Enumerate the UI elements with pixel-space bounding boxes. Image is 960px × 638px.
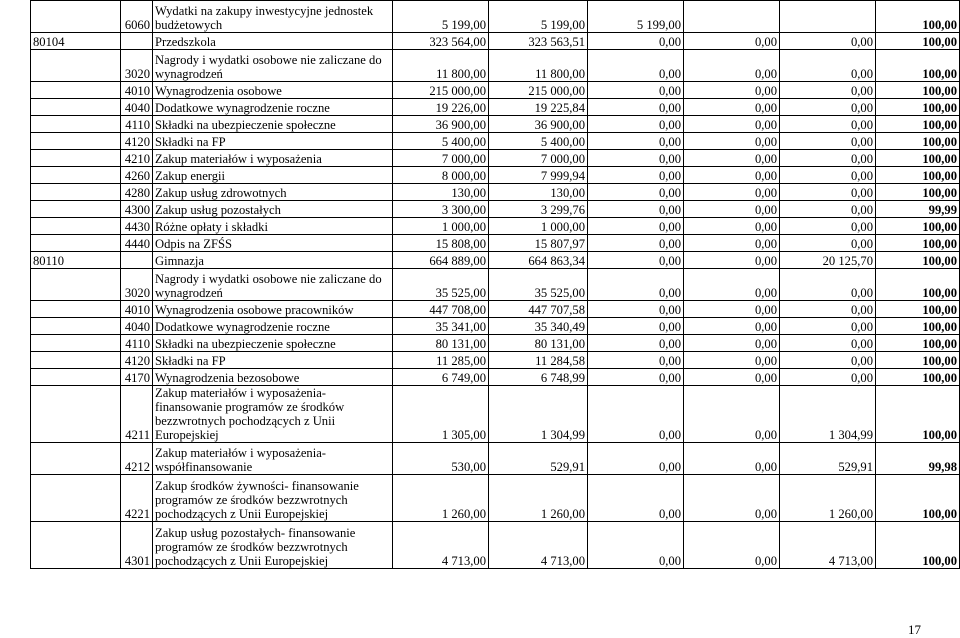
table-row: [31, 235, 960, 252]
other-value-cell: 0,00: [684, 133, 780, 150]
paragraph-code-cell: [121, 33, 153, 50]
investment-value-cell: 0,00: [588, 252, 684, 269]
chapter-code-cell: [31, 82, 121, 99]
investment-value-cell: 0,00: [588, 184, 684, 201]
eu-funds-value-cell: 0,00: [780, 352, 876, 369]
table-row: [31, 386, 960, 443]
other-value-cell: 0,00: [684, 369, 780, 386]
plan-value-cell: 3 300,00: [393, 201, 489, 218]
execution-value-cell: 80 131,00: [489, 335, 588, 352]
percent-execution-cell: 100,00: [876, 82, 960, 99]
percent-execution-cell: 100,00: [876, 133, 960, 150]
chapter-code-cell: [31, 1, 121, 33]
table-row: [31, 167, 960, 184]
investment-value-cell: 0,00: [588, 318, 684, 335]
other-value-cell: 0,00: [684, 235, 780, 252]
plan-value-cell: 447 708,00: [393, 301, 489, 318]
other-value-cell: 0,00: [684, 252, 780, 269]
table-row: [31, 116, 960, 133]
percent-execution-cell: 100,00: [876, 167, 960, 184]
execution-value-cell: 5 400,00: [489, 133, 588, 150]
execution-value-cell: 130,00: [489, 184, 588, 201]
table-row: [31, 1, 960, 33]
other-value-cell: 0,00: [684, 352, 780, 369]
percent-execution-cell: 100,00: [876, 235, 960, 252]
paragraph-code-cell: 4221: [121, 475, 153, 522]
description-cell: Zakup usług pozostałych: [153, 201, 393, 218]
chapter-code-cell: 80104: [31, 33, 121, 50]
table-row: [31, 522, 960, 569]
chapter-code-cell: [31, 318, 121, 335]
percent-execution-cell: 100,00: [876, 116, 960, 133]
plan-value-cell: 4 713,00: [393, 522, 489, 569]
table-row: [31, 133, 960, 150]
paragraph-code-cell: 4212: [121, 443, 153, 475]
other-value-cell: 0,00: [684, 99, 780, 116]
investment-value-cell: 0,00: [588, 82, 684, 99]
percent-execution-cell: 100,00: [876, 50, 960, 82]
paragraph-code-cell: 4210: [121, 150, 153, 167]
plan-value-cell: 5 400,00: [393, 133, 489, 150]
investment-value-cell: 0,00: [588, 235, 684, 252]
eu-funds-value-cell: 0,00: [780, 269, 876, 301]
chapter-code-cell: [31, 335, 121, 352]
chapter-code-cell: [31, 269, 121, 301]
plan-value-cell: 8 000,00: [393, 167, 489, 184]
paragraph-code-cell: 4110: [121, 335, 153, 352]
table-row: [31, 82, 960, 99]
percent-execution-cell: 100,00: [876, 352, 960, 369]
percent-execution-cell: 100,00: [876, 369, 960, 386]
table-row: [31, 369, 960, 386]
eu-funds-value-cell: 0,00: [780, 116, 876, 133]
plan-value-cell: 130,00: [393, 184, 489, 201]
other-value-cell: 0,00: [684, 301, 780, 318]
paragraph-code-cell: 4110: [121, 116, 153, 133]
chapter-code-cell: [31, 369, 121, 386]
other-value-cell: 0,00: [684, 443, 780, 475]
eu-funds-value-cell: 0,00: [780, 167, 876, 184]
eu-funds-value-cell: 0,00: [780, 33, 876, 50]
paragraph-code-cell: 4280: [121, 184, 153, 201]
description-cell: Zakup materiałów i wyposażenia: [153, 150, 393, 167]
other-value-cell: 0,00: [684, 475, 780, 522]
plan-value-cell: 80 131,00: [393, 335, 489, 352]
percent-execution-cell: 100,00: [876, 150, 960, 167]
investment-value-cell: 0,00: [588, 443, 684, 475]
chapter-code-cell: [31, 301, 121, 318]
table-row: [31, 352, 960, 369]
description-cell: Nagrody i wydatki osobowe nie zaliczane do wynagrodzeń: [153, 50, 393, 82]
execution-value-cell: 6 748,99: [489, 369, 588, 386]
description-cell: Odpis na ZFŚS: [153, 235, 393, 252]
table-row: [31, 443, 960, 475]
description-cell: Składki na FP: [153, 352, 393, 369]
other-value-cell: 0,00: [684, 50, 780, 82]
chapter-code-cell: [31, 150, 121, 167]
execution-value-cell: 1 260,00: [489, 475, 588, 522]
chapter-code-cell: [31, 116, 121, 133]
execution-value-cell: 529,91: [489, 443, 588, 475]
execution-value-cell: 19 225,84: [489, 99, 588, 116]
percent-execution-cell: 100,00: [876, 522, 960, 569]
plan-value-cell: 530,00: [393, 443, 489, 475]
description-cell: Przedszkola: [153, 33, 393, 50]
other-value-cell: 0,00: [684, 218, 780, 235]
table-row: [31, 184, 960, 201]
paragraph-code-cell: 4440: [121, 235, 153, 252]
table-row: [31, 301, 960, 318]
eu-funds-value-cell: 0,00: [780, 150, 876, 167]
percent-execution-cell: 100,00: [876, 335, 960, 352]
description-cell: Zakup usług pozostałych- finansowanie programów ze środków bezzwrotnych pochodzących z Unii Europejskiej: [153, 522, 393, 569]
percent-execution-cell: 99,99: [876, 201, 960, 218]
execution-value-cell: 4 713,00: [489, 522, 588, 569]
description-cell: Dodatkowe wynagrodzenie roczne: [153, 318, 393, 335]
percent-execution-cell: 100,00: [876, 184, 960, 201]
plan-value-cell: 19 226,00: [393, 99, 489, 116]
plan-value-cell: 1 305,00: [393, 386, 489, 443]
percent-execution-cell: 100,00: [876, 318, 960, 335]
execution-value-cell: 323 563,51: [489, 33, 588, 50]
chapter-code-cell: [31, 133, 121, 150]
execution-value-cell: 1 000,00: [489, 218, 588, 235]
description-cell: Zakup środków żywności- finansowanie programów ze środków bezzwrotnych pochodzących z Unii Europejskiej: [153, 475, 393, 522]
other-value-cell: 0,00: [684, 116, 780, 133]
description-cell: Składki na ubezpieczenie społeczne: [153, 335, 393, 352]
eu-funds-value-cell: 0,00: [780, 133, 876, 150]
eu-funds-value-cell: 529,91: [780, 443, 876, 475]
eu-funds-value-cell: 0,00: [780, 50, 876, 82]
execution-value-cell: 11 284,58: [489, 352, 588, 369]
eu-funds-value-cell: 1 304,99: [780, 386, 876, 443]
execution-value-cell: 664 863,34: [489, 252, 588, 269]
table-row: [31, 218, 960, 235]
percent-execution-cell: 100,00: [876, 269, 960, 301]
paragraph-code-cell: [121, 252, 153, 269]
chapter-code-cell: [31, 352, 121, 369]
execution-value-cell: 7 999,94: [489, 167, 588, 184]
chapter-code-cell: [31, 167, 121, 184]
chapter-code-cell: [31, 386, 121, 443]
description-cell: Wynagrodzenia osobowe pracowników: [153, 301, 393, 318]
paragraph-code-cell: 3020: [121, 269, 153, 301]
table-body: [31, 1, 960, 569]
investment-value-cell: 5 199,00: [588, 1, 684, 33]
table-row: [31, 201, 960, 218]
plan-value-cell: 664 889,00: [393, 252, 489, 269]
eu-funds-value-cell: 0,00: [780, 82, 876, 99]
description-cell: Składki na FP: [153, 133, 393, 150]
chapter-code-cell: [31, 475, 121, 522]
other-value-cell: 0,00: [684, 386, 780, 443]
description-cell: Zakup materiałów i wyposażenia- finansowanie programów ze środków bezzwrotnych pochodzących z Unii Europejskiej: [153, 386, 393, 443]
chapter-code-cell: [31, 218, 121, 235]
plan-value-cell: 7 000,00: [393, 150, 489, 167]
execution-value-cell: 35 525,00: [489, 269, 588, 301]
chapter-code-cell: [31, 522, 121, 569]
description-cell: Wynagrodzenia bezosobowe: [153, 369, 393, 386]
budget-expenditure-table: [30, 0, 960, 569]
chapter-code-cell: [31, 184, 121, 201]
description-cell: Dodatkowe wynagrodzenie roczne: [153, 99, 393, 116]
table-row: [31, 269, 960, 301]
investment-value-cell: 0,00: [588, 218, 684, 235]
other-value-cell: 0,00: [684, 522, 780, 569]
paragraph-code-cell: 4170: [121, 369, 153, 386]
description-cell: Gimnazja: [153, 252, 393, 269]
other-value-cell: 0,00: [684, 167, 780, 184]
plan-value-cell: 15 808,00: [393, 235, 489, 252]
investment-value-cell: 0,00: [588, 335, 684, 352]
paragraph-code-cell: 4211: [121, 386, 153, 443]
paragraph-code-cell: 4301: [121, 522, 153, 569]
description-cell: Wydatki na zakupy inwestycyjne jednostek budżetowych: [153, 1, 393, 33]
description-cell: Zakup usług zdrowotnych: [153, 184, 393, 201]
eu-funds-value-cell: 0,00: [780, 369, 876, 386]
table-row: [31, 252, 960, 269]
eu-funds-value-cell: 0,00: [780, 201, 876, 218]
eu-funds-value-cell: 0,00: [780, 184, 876, 201]
investment-value-cell: 0,00: [588, 116, 684, 133]
plan-value-cell: 215 000,00: [393, 82, 489, 99]
percent-execution-cell: 100,00: [876, 301, 960, 318]
execution-value-cell: 215 000,00: [489, 82, 588, 99]
investment-value-cell: 0,00: [588, 201, 684, 218]
investment-value-cell: 0,00: [588, 386, 684, 443]
paragraph-code-cell: 4120: [121, 352, 153, 369]
paragraph-code-cell: 4120: [121, 133, 153, 150]
table-row: [31, 33, 960, 50]
execution-value-cell: 11 800,00: [489, 50, 588, 82]
chapter-code-cell: [31, 201, 121, 218]
percent-execution-cell: 100,00: [876, 33, 960, 50]
execution-value-cell: 15 807,97: [489, 235, 588, 252]
execution-value-cell: 447 707,58: [489, 301, 588, 318]
percent-execution-cell: 100,00: [876, 252, 960, 269]
eu-funds-value-cell: 0,00: [780, 301, 876, 318]
percent-execution-cell: 100,00: [876, 1, 960, 33]
chapter-code-cell: [31, 235, 121, 252]
description-cell: Zakup materiałów i wyposażenia- współfinansowanie: [153, 443, 393, 475]
description-cell: Różne opłaty i składki: [153, 218, 393, 235]
chapter-code-cell: 80110: [31, 252, 121, 269]
percent-execution-cell: 100,00: [876, 99, 960, 116]
paragraph-code-cell: 4430: [121, 218, 153, 235]
plan-value-cell: 6 749,00: [393, 369, 489, 386]
execution-value-cell: 7 000,00: [489, 150, 588, 167]
execution-value-cell: 1 304,99: [489, 386, 588, 443]
paragraph-code-cell: 3020: [121, 50, 153, 82]
plan-value-cell: 35 525,00: [393, 269, 489, 301]
eu-funds-value-cell: 0,00: [780, 318, 876, 335]
description-cell: Nagrody i wydatki osobowe nie zaliczane do wynagrodzeń: [153, 269, 393, 301]
eu-funds-value-cell: 4 713,00: [780, 522, 876, 569]
plan-value-cell: 1 000,00: [393, 218, 489, 235]
chapter-code-cell: [31, 99, 121, 116]
eu-funds-value-cell: 0,00: [780, 235, 876, 252]
execution-value-cell: 36 900,00: [489, 116, 588, 133]
investment-value-cell: 0,00: [588, 369, 684, 386]
percent-execution-cell: 99,98: [876, 443, 960, 475]
table-row: [31, 50, 960, 82]
other-value-cell: 0,00: [684, 33, 780, 50]
eu-funds-value-cell: 20 125,70: [780, 252, 876, 269]
plan-value-cell: 11 800,00: [393, 50, 489, 82]
other-value-cell: 0,00: [684, 335, 780, 352]
other-value-cell: 0,00: [684, 184, 780, 201]
other-value-cell: 0,00: [684, 82, 780, 99]
paragraph-code-cell: 4040: [121, 99, 153, 116]
eu-funds-value-cell: 1 260,00: [780, 475, 876, 522]
percent-execution-cell: 100,00: [876, 475, 960, 522]
eu-funds-value-cell: 0,00: [780, 218, 876, 235]
percent-execution-cell: 100,00: [876, 386, 960, 443]
investment-value-cell: 0,00: [588, 33, 684, 50]
paragraph-code-cell: 6060: [121, 1, 153, 33]
plan-value-cell: 5 199,00: [393, 1, 489, 33]
plan-value-cell: 35 341,00: [393, 318, 489, 335]
investment-value-cell: 0,00: [588, 133, 684, 150]
investment-value-cell: 0,00: [588, 99, 684, 116]
percent-execution-cell: 100,00: [876, 218, 960, 235]
paragraph-code-cell: 4300: [121, 201, 153, 218]
other-value-cell: 0,00: [684, 269, 780, 301]
plan-value-cell: 11 285,00: [393, 352, 489, 369]
table-row: [31, 150, 960, 167]
other-value-cell: 0,00: [684, 150, 780, 167]
paragraph-code-cell: 4010: [121, 301, 153, 318]
paragraph-code-cell: 4040: [121, 318, 153, 335]
other-value-cell: [684, 1, 780, 33]
investment-value-cell: 0,00: [588, 475, 684, 522]
table-row: [31, 335, 960, 352]
investment-value-cell: 0,00: [588, 301, 684, 318]
plan-value-cell: 1 260,00: [393, 475, 489, 522]
investment-value-cell: 0,00: [588, 352, 684, 369]
investment-value-cell: 0,00: [588, 269, 684, 301]
page-number: 17: [908, 622, 921, 637]
investment-value-cell: 0,00: [588, 50, 684, 82]
investment-value-cell: 0,00: [588, 522, 684, 569]
plan-value-cell: 36 900,00: [393, 116, 489, 133]
eu-funds-value-cell: [780, 1, 876, 33]
paragraph-code-cell: 4260: [121, 167, 153, 184]
description-cell: Składki na ubezpieczenie społeczne: [153, 116, 393, 133]
eu-funds-value-cell: 0,00: [780, 99, 876, 116]
execution-value-cell: 5 199,00: [489, 1, 588, 33]
table-row: [31, 318, 960, 335]
investment-value-cell: 0,00: [588, 150, 684, 167]
table-row: [31, 99, 960, 116]
other-value-cell: 0,00: [684, 318, 780, 335]
chapter-code-cell: [31, 50, 121, 82]
plan-value-cell: 323 564,00: [393, 33, 489, 50]
chapter-code-cell: [31, 443, 121, 475]
investment-value-cell: 0,00: [588, 167, 684, 184]
eu-funds-value-cell: 0,00: [780, 335, 876, 352]
execution-value-cell: 35 340,49: [489, 318, 588, 335]
paragraph-code-cell: 4010: [121, 82, 153, 99]
description-cell: Wynagrodzenia osobowe: [153, 82, 393, 99]
other-value-cell: 0,00: [684, 201, 780, 218]
table-row: [31, 475, 960, 522]
execution-value-cell: 3 299,76: [489, 201, 588, 218]
description-cell: Zakup energii: [153, 167, 393, 184]
